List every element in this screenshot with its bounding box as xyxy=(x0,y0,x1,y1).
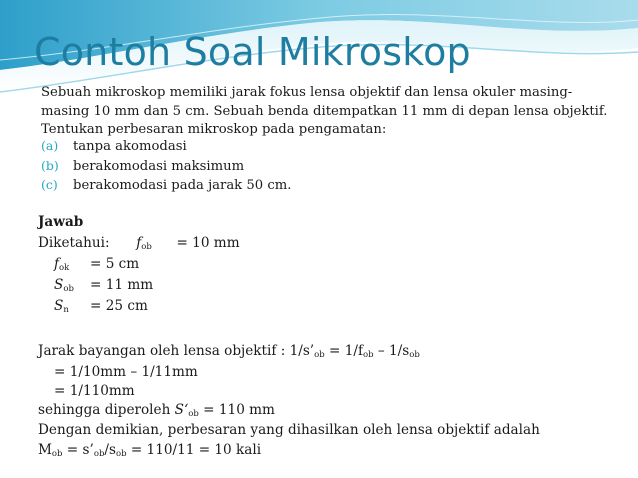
option-marker: (b) xyxy=(41,157,59,173)
option-marker: (c) xyxy=(41,177,58,192)
calc-step-2: = 1/110mm xyxy=(54,383,135,399)
magnification-line: $M_{ob}$ = $s’_{ob}/s_{ob} = 110/11 = 10$ kali xyxy=(38,442,262,459)
answer-heading: Jawab xyxy=(38,214,84,230)
known-sn: $S_n = 25$ cm xyxy=(54,298,148,315)
image-distance-formula: Jarak bayangan oleh lensa objektif : $1/s’_{ob} = 1/f_{ob} - 1/s_{ob}$ xyxy=(38,343,420,360)
option-text: berakomodasi pada jarak 50 cm. xyxy=(73,178,292,193)
option-b xyxy=(41,156,291,176)
known-fok: $f_{ok} = 5$ cm xyxy=(54,256,140,273)
result-line: sehingga diperoleh $S‘_{ob} = 110$ mm xyxy=(38,402,275,419)
page-title: Contoh Soal Mikroskop xyxy=(34,30,471,74)
known-fob: Diketahui: $f_{ob} = 10$ mm xyxy=(38,235,240,252)
option-text: tanpa akomodasi xyxy=(73,139,187,154)
problem-line: masing 10 mm dan 5 cm. Sebuah benda ditempatkan 11 mm di depan lensa objektif. xyxy=(41,103,608,119)
option-marker: (a) xyxy=(41,138,59,153)
problem-line: Sebuah mikroskop memiliki jarak fokus lensa objektif dan lensa okuler masing- xyxy=(41,85,573,100)
option-text: berakomodasi maksimum xyxy=(73,158,245,174)
problem-line: Tentukan perbesaran mikroskop pada pengamatan: xyxy=(41,122,387,138)
calc-step-1: = 1/10mm – 1/11mm xyxy=(54,364,198,380)
problem-statement xyxy=(41,84,626,140)
option-list xyxy=(41,136,291,195)
known-label: Diketahui: xyxy=(38,235,110,251)
option-a xyxy=(41,136,291,156)
known-sob: $S_{ob} = 11$ mm xyxy=(54,277,154,294)
conclusion-line: Dengan demikian, perbesaran yang dihasilkan oleh lensa objektif adalah xyxy=(38,422,540,438)
option-c xyxy=(41,175,291,195)
